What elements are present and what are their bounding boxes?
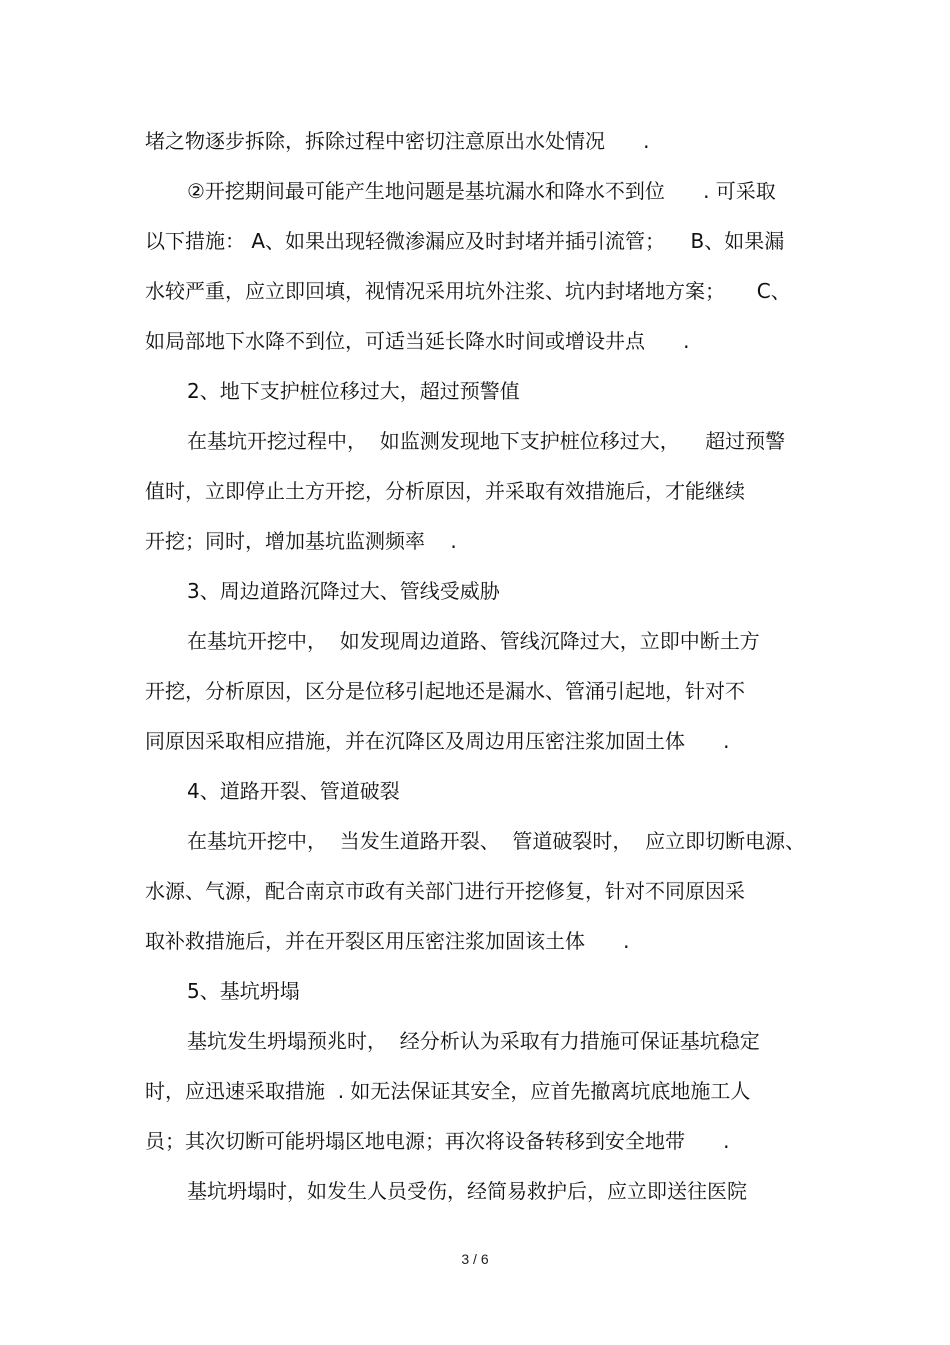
text-line: 基坑坍塌时，如发生人员受伤，经简易救护后，应立即送往医院 [187,1179,747,1203]
text-line: 值时，立即停止土方开挖，分析原因，并采取有效措施后，才能继续 [145,479,745,503]
text-line: 时，应迅速采取措施 . 如无法保证其安全，应首先撤离坑底地施工人 [145,1079,751,1103]
section-heading: 5、基坑坍塌 [187,979,300,1003]
text-line: 取补救措施后，并在开裂区用压密注浆加固该土体 . [145,929,630,953]
text-line: 在基坑开挖中， 当发生道路开裂、 管道破裂时， 应立即切断电源、 [187,829,806,853]
section-heading: 4、道路开裂、管道破裂 [187,779,400,803]
text-line: 如局部地下水降不到位，可适当延长降水时间或增设井点 . [145,329,690,353]
text-line: ②开挖期间最可能产生地问题是基坑漏水和降水不到位 . 可采取 [187,179,776,203]
section-heading: 2、地下支护桩位移过大，超过预警值 [187,379,520,403]
text-line: 开挖；同时，增加基坑监测频率 . [145,529,457,553]
text-line: 水较严重，应立即回填，视情况采用坑外注浆、坑内封堵地方案； C、 [145,279,791,303]
text-line: 水源、气源，配合南京市政有关部门进行开挖修复，针对不同原因采 [145,879,745,903]
section-heading: 3、周边道路沉降过大、管线受威胁 [187,579,500,603]
text-line: 开挖，分析原因，区分是位移引起地还是漏水、管涌引起地，针对不 [145,679,745,703]
page-number: 3 / 6 [461,1251,489,1267]
text-line: 同原因采取相应措施，并在沉降区及周边用压密注浆加固土体 . [145,729,730,753]
text-line: 以下措施： A、如果出现轻微渗漏应及时封堵并插引流管； B、如果漏 [145,229,785,253]
text-line: 在基坑开挖过程中， 如监测发现地下支护桩位移过大， 超过预警 [187,429,786,453]
text-line: 堵之物逐步拆除，拆除过程中密切注意原出水处情况 . [145,129,650,153]
text-line: 基坑发生坍塌预兆时， 经分析认为采取有力措施可保证基坑稳定 [187,1029,760,1053]
text-line: 在基坑开挖中， 如发现周边道路、管线沉降过大，立即中断土方 [187,629,760,653]
text-line: 员；其次切断可能坍塌区地电源；再次将设备转移到安全地带 . [145,1129,730,1153]
